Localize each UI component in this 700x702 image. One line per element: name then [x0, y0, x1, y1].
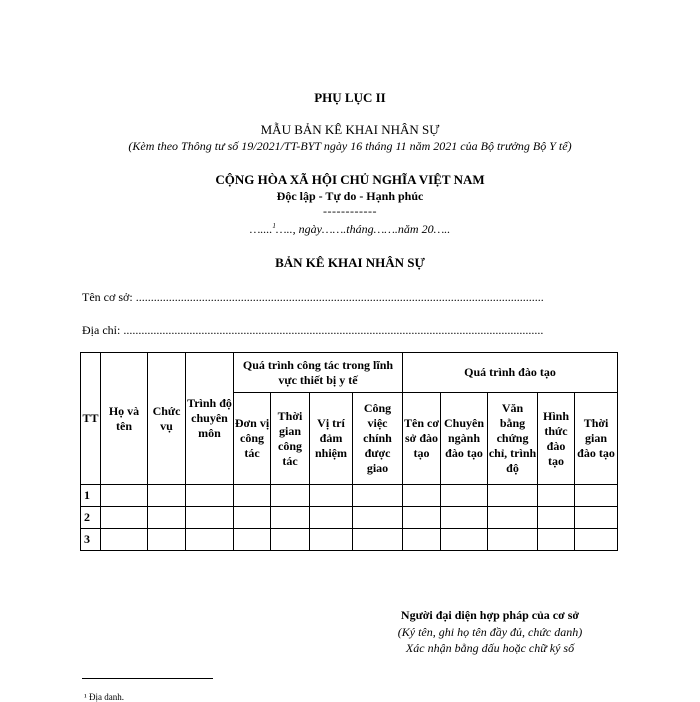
date-rest: ….., ngày…….tháng…….năm 20…..: [275, 222, 451, 236]
row-number: 1: [81, 485, 101, 507]
address-label: Địa chỉ:: [82, 323, 121, 337]
footnote-text: ¹ Địa danh.: [84, 692, 124, 702]
footnote-divider: [82, 678, 213, 679]
col-header-work-role: Vị trí đảm nhiệm: [310, 393, 353, 485]
table-header-row: [81, 353, 618, 393]
form-name: MẪU BẢN KÊ KHAI NHÂN SỰ: [260, 122, 440, 137]
facility-name-dots: ........................................................................................................................................: [135, 290, 544, 304]
date-prefix: …....: [249, 222, 273, 236]
appendix-heading: PHỤ LỤC II: [314, 90, 386, 105]
address-field[interactable]: [82, 323, 543, 338]
col-header-level: Trình độ chuyên môn: [186, 353, 234, 485]
table-cell[interactable]: [310, 485, 353, 507]
date-line: [0, 222, 700, 237]
col-header-train-major: Chuyên ngành đào tạo: [441, 393, 488, 485]
facility-name-field[interactable]: [82, 290, 544, 305]
row-number: 3: [81, 529, 101, 551]
col-header-work-time: Thời gian công tác: [271, 393, 310, 485]
col-header-name: Họ và tên: [101, 353, 148, 485]
table-cell[interactable]: [488, 507, 538, 529]
table-cell[interactable]: [186, 529, 234, 551]
legal-note: (Kèm theo Thông tư số 19/2021/TT-BYT ngày 16 tháng 11 năm 2021 của Bộ trưởng Bộ Y tế): [128, 139, 572, 153]
group-header-training: Quá trình đào tạo: [403, 353, 618, 393]
facility-name-label: Tên cơ sở:: [82, 290, 133, 304]
table-cell[interactable]: [148, 485, 186, 507]
table-cell[interactable]: [441, 507, 488, 529]
footnote-marker: 1: [272, 222, 276, 230]
signature-instruction: (Ký tên, ghi họ tên đầy đủ, chức danh): [397, 625, 583, 639]
table-cell[interactable]: [538, 529, 575, 551]
table-cell[interactable]: [186, 485, 234, 507]
table-cell[interactable]: [488, 485, 538, 507]
signature-confirmation: Xác nhận bằng dấu hoặc chữ ký số: [405, 641, 575, 655]
col-header-train-form: Hình thức đào tạo: [538, 393, 575, 485]
table-cell[interactable]: [186, 507, 234, 529]
table-cell[interactable]: [403, 485, 441, 507]
table-cell[interactable]: [234, 529, 271, 551]
table-cell[interactable]: [310, 507, 353, 529]
table-cell[interactable]: [101, 485, 148, 507]
national-motto: Độc lập - Tự do - Hạnh phúc: [276, 189, 424, 203]
table-cell[interactable]: [353, 529, 403, 551]
table-row: [81, 485, 618, 507]
document-title: BẢN KÊ KHAI NHÂN SỰ: [275, 255, 425, 270]
table-cell[interactable]: [353, 485, 403, 507]
table-cell[interactable]: [538, 507, 575, 529]
table-cell[interactable]: [234, 485, 271, 507]
table-cell[interactable]: [234, 507, 271, 529]
table-cell[interactable]: [310, 529, 353, 551]
table-row: [81, 529, 618, 551]
national-title: CỘNG HÒA XÃ HỘI CHỦ NGHĨA VIỆT NAM: [215, 172, 485, 187]
col-header-tt: TT: [81, 353, 101, 485]
table-cell[interactable]: [101, 529, 148, 551]
table-cell[interactable]: [575, 485, 618, 507]
table-cell[interactable]: [441, 529, 488, 551]
table-cell[interactable]: [575, 507, 618, 529]
table-cell[interactable]: [488, 529, 538, 551]
table-cell[interactable]: [148, 529, 186, 551]
col-header-train-school: Tên cơ sở đào tạo: [403, 393, 441, 485]
table-cell[interactable]: [575, 529, 618, 551]
col-header-position: Chức vụ: [148, 353, 186, 485]
table-cell[interactable]: [271, 485, 310, 507]
col-header-train-degree: Văn bằng chứng chỉ, trình độ: [488, 393, 538, 485]
signatory-role: Người đại diện hợp pháp của cơ sở: [400, 608, 580, 622]
col-header-work-unit: Đơn vị công tác: [234, 393, 271, 485]
table-cell[interactable]: [148, 507, 186, 529]
motto-separator: ------------: [323, 204, 377, 218]
table-cell[interactable]: [441, 485, 488, 507]
table-row: [81, 507, 618, 529]
group-header-work: Quá trình công tác trong lĩnh vực thiết bị y tế: [234, 353, 403, 393]
staff-table: [80, 352, 618, 551]
row-number: 2: [81, 507, 101, 529]
table-cell[interactable]: [101, 507, 148, 529]
address-dots: ............................................................................................................................................: [123, 323, 544, 337]
table-cell[interactable]: [538, 485, 575, 507]
table-cell[interactable]: [271, 507, 310, 529]
table-cell[interactable]: [353, 507, 403, 529]
table-cell[interactable]: [403, 529, 441, 551]
table-cell[interactable]: [403, 507, 441, 529]
table-cell[interactable]: [271, 529, 310, 551]
col-header-work-task: Công việc chính được giao: [353, 393, 403, 485]
col-header-train-time: Thời gian đào tạo: [575, 393, 618, 485]
